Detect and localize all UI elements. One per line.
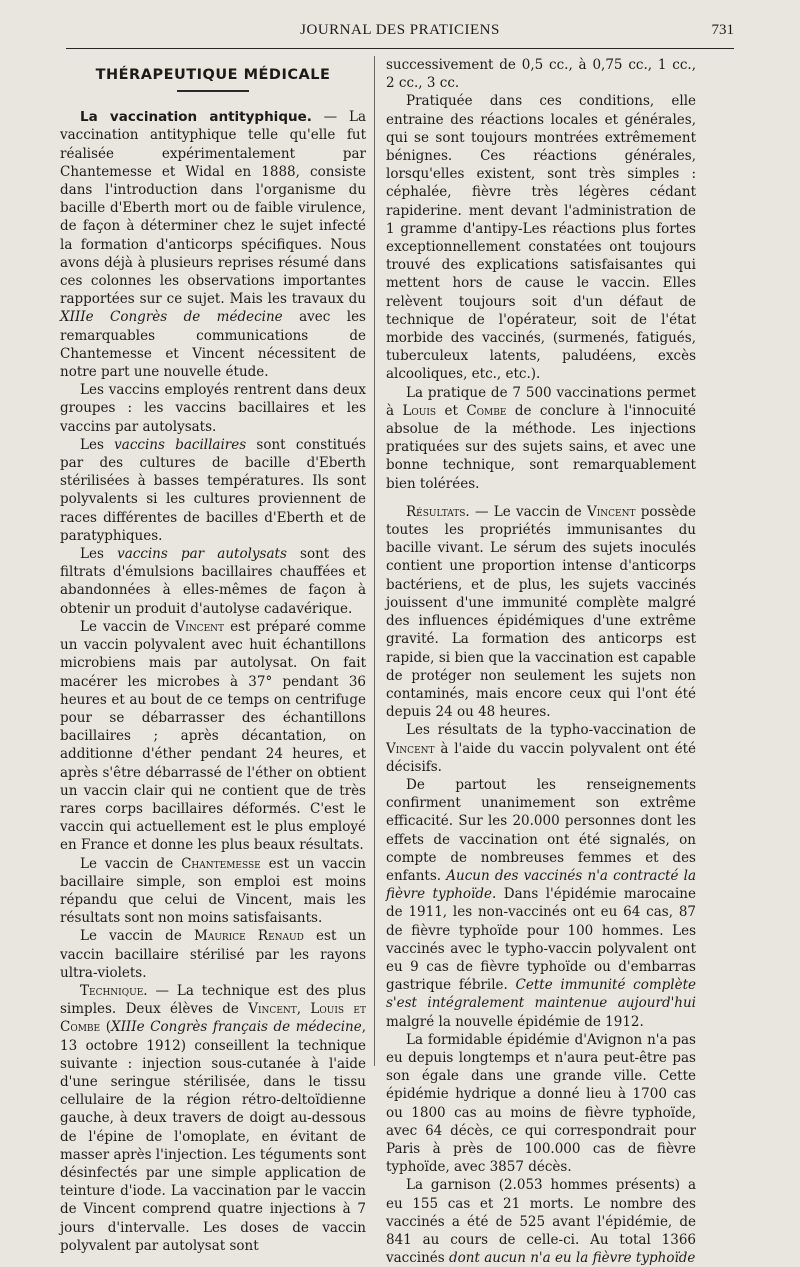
paragraph-typho-vaccination: Les résultats de la typho-vaccination de Vincent à l'aide du vaccin polyvalent ont été décisifs. [386,722,696,775]
paragraph-technique: Technique. — La technique est des plus simples. Deux élèves de Vincent, Louis et Combe (XIIIe Congrès français de médecine, 13 octobre 1912) conseillent la technique suivante : injection sous-cutanée à l'aide d'une seringue stérilisée, dans le tissu cellulaire de la région rétro-deltoïdienne gauche, à deux travers de doigt au-dessous de l'épine de l'omoplate, en évitant de masser après l'injection. Les téguments sont désinfectés par une simple application de teinture d'iode. La vaccination par le vaccin de Vincent comprend quatre injections à 7 jours d'intervalle. Les doses de vaccin polyvalent par autolysat sont [60,982,367,1254]
lead-heading: La vaccination antityphique. [80,109,312,126]
paragraph-avignon-epidemic: La formidable épidémie d'Avignon n'a pas eu depuis longtemps et n'aura peut-être pas son égale dans une grande ville. Cette épidémie hydrique a donné lieu à 1700 cas ou 1800 cas au moins de fièvre typhoïde, avec 64 décès, ce qui correspondrait pour Paris à près de 100.000 cas de fièvre typhoïde, avec 3857 décès. [386,1031,696,1176]
paragraph-vincent-vaccine: Le vaccin de Vincent est préparé comme un vaccin polyvalent avec huit échantillons microbiens mais par autolysat. On fait macérer les microbes à 37° pendant 36 heures et au bout de ce temps on centrifuge pour se débarrasser des échantillons bacillaires ; après décantation, on additionne d'éther pendant 24 heures, et après s'être débarrassé de l'éther on obtient un vaccin clair qui ne contient que de très rares corps bacillaires déformés. C'est le vaccin qui actuellement est le plus employé en France et donne les plus beaux résultats. [60,618,366,854]
paragraph-renaud-vaccine: Le vaccin de Maurice Renaud est un vaccin bacillaire stérilisé par les rayons ultra-violets. [60,928,366,981]
paragraph-bacillary-vaccines: Les vaccins bacillaires sont constitués par des cultures de bacille d'Eberth stérilisées à basses températures. Ils sont polyvalents si les cultures proviennent de races différentes de bacilles d'Eberth et de paratyphiques. [60,436,366,544]
results-heading: Résultats. [406,503,470,520]
technique-heading: Technique. [80,982,148,999]
paragraph-doses: successivement de 0,5 cc., à 0,75 cc., 1 cc., 2 cc., 3 cc. [386,57,696,92]
left-column [60,56,366,1255]
paragraph-efficacy: De partout les renseignements confirment unanimement son extrême efficacité. Sur les 20.000 personnes dont les effets de vaccination ont été signalés, on compte de nombreuses femmes et des enfants. Aucun des vaccinés n'a contracté la fièvre typhoïde. Dans l'épidémie marocaine de 1911, les non-vaccinés ont eu 64 cas, 87 de fièvre typhoïde pour 100 hommes. Les vaccinés avec le typho-vaccin polyvalent ont eu 9 cas de fièvre typhoïde ou d'embarras gastrique fébrile. Cette immunité complète s'est intégralement maintenue aujourd'hui malgré la nouvelle épidémie de 1912. [386,776,696,1030]
paragraph-garrison: La garnison (2.053 hommes présents) a eu 155 cas et 21 morts. Le nombre des vaccinés a été de 525 avant l'épidémie, de 841 au cours de celle-ci. Au total 1366 vaccinés dont aucun n'a eu la fièvre typhoïde [386,1177,696,1267]
congress-reference: XIIIe Congrès de médecine [60,309,283,326]
paragraph-chantemesse-vaccine: Le vaccin de Chantemesse est un vaccin bacillaire simple, son emploi est moins répandu que celui de Vincent, mais les résultats sont non moins satisfaisants. [60,855,366,927]
journal-title: JOURNAL DES PRATICIENS [300,22,500,38]
title-rule [177,90,249,92]
right-column [386,56,696,1267]
paragraph-results: Résultats. — Le vaccin de Vincent possède toutes les propriétés immunisantes du bacille vivant. Le sérum des sujets inoculés contient une proportion intense d'anticorps bactériens, et de plus, les sujets vaccinés jouissent d'une immunité complète malgré des influences épidémiques d'une extrême gravité. La formation des anticorps est rapide, si bien que la vaccination est capable de protéger non seulement les sujets non contaminés, mais encore ceux qui l'ont été depuis 24 ou 48 heures. [386,503,696,721]
paragraph-autolysate-vaccines: Les vaccins par autolysats sont des filtrats d'émulsions bacillaires chauffées et abandonnées à elles-mêmes de façon à obtenir un produit d'autolyse cadavérique. [60,546,366,617]
paragraph-vaccine-groups: Les vaccins employés rentrent dans deux groupes : les vaccins bacillaires et les vaccins par autolysats. [60,382,366,435]
running-head [66,18,734,49]
paragraph-intro: La vaccination antityphique. — La vaccination antityphique telle qu'elle fut réalisée expérimentalement par Chantemesse et Widal en 1888, consiste dans l'introduction dans l'organisme du bacille d'Eberth mort ou de faible virulence, de façon à déterminer chez le sujet infecté la formation d'anticorps spécifiques. Nous avons déjà à plusieurs reprises résumé dans ces colonnes les observations importantes rapportées sur ce sujet. Mais les travaux du XIIIe Congrès de médecine avec les remarquables communications de Chantemesse et Vincent nécessitent de notre part une nouvelle étude. [60,109,366,381]
page-number: 731 [711,22,734,38]
section-title: THÉRAPEUTIQUE MÉDICALE [95,67,331,83]
column-divider [374,56,375,1066]
paragraph-reactions: Pratiquée dans ces conditions, elle entraine des réactions locales et générales, qui se sont toujours montrées extrêmement bénignes. Ces réactions générales, lorsqu'elles existent, sont très simples : céphalée, fièvre très légères cédant rapiderine. ment devant l'administration de 1 gramme d'antipy-Les réactions plus fortes exceptionnellement constatées ont toujours trouvé des explications satisfaisantes qui mettent hors de cause le vaccin. Elles relèvent toujours soit d'un défaut de technique de l'opérateur, soit de l'état morbide des vaccinés, (surmenés, fatigués, tuberculeux latents, paludéens, excès alcooliques, etc., etc.). [386,93,696,383]
paragraph-innocuity: La pratique de 7 500 vaccinations permet à Louis et Combe de conclure à l'innocuité absolue de la méthode. Les injections pratiquées sur des sujets sains, et avec une bonne technique, sont remarquablement bien tolérées. [386,384,696,492]
